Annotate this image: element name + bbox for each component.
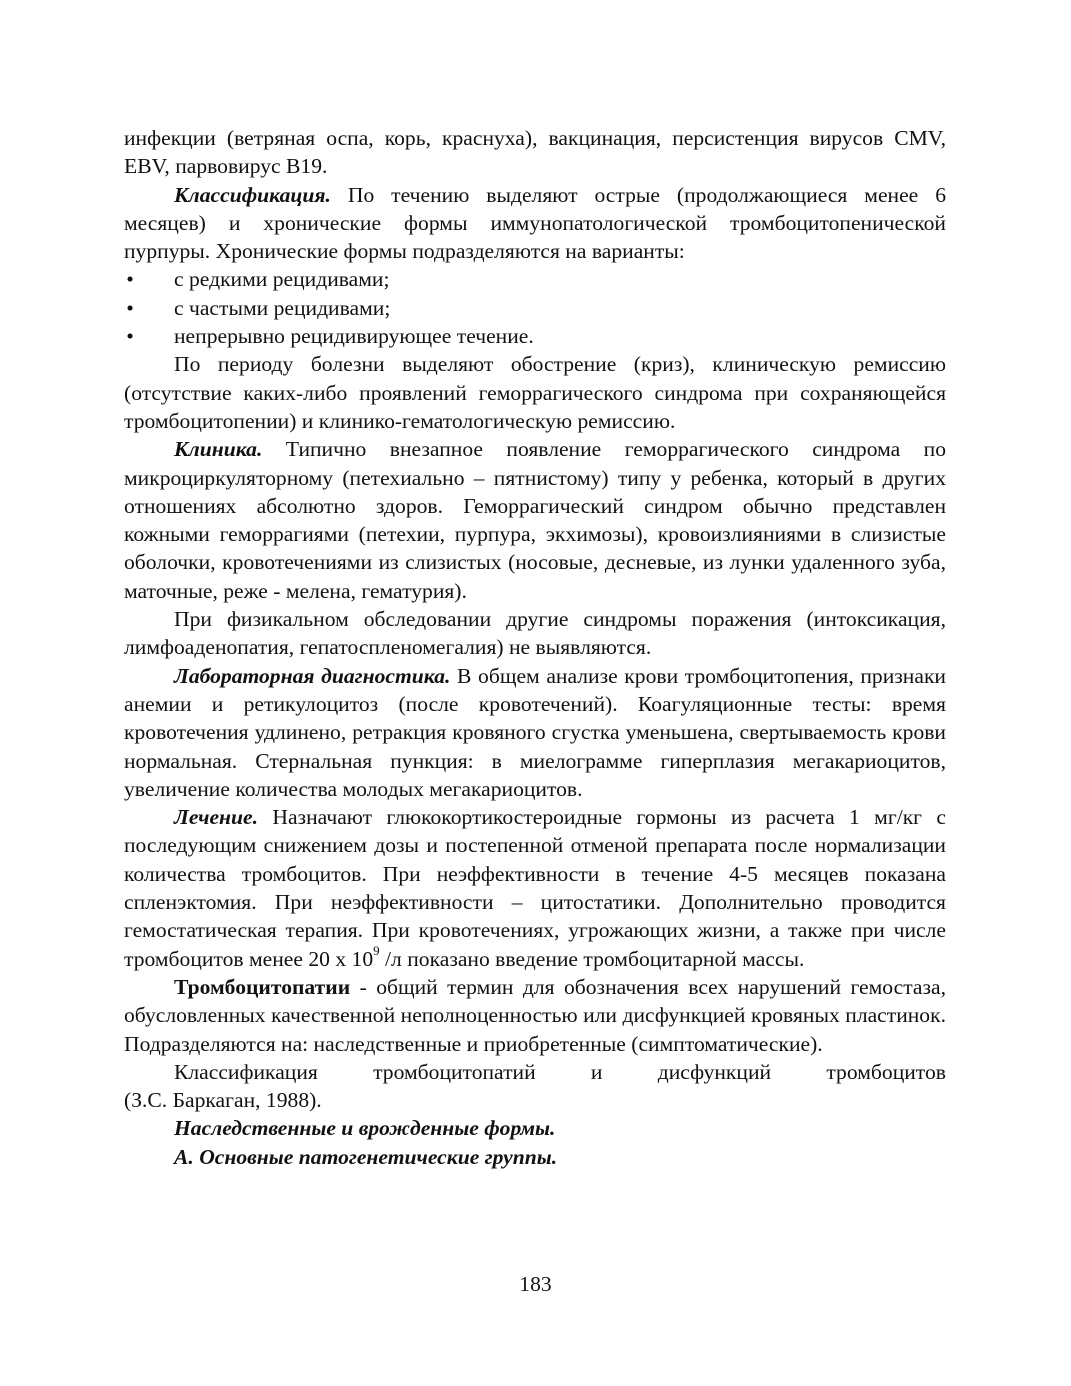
classification-word: Классификация [174,1059,318,1084]
list-item-text: непрерывно рецидивирующее течение. [174,324,534,349]
paragraph-physical-exam: При физикальном обследовании другие синдромы поражения (интоксикация, лимфоаденопатия, гепатоспленомегалия) не выявляются. [124,607,946,660]
classification-word: и [590,1059,603,1084]
treatment-text: Назначают глюкокортикостероидные гормоны из расчета 1 мг/кг с последующим снижением дозы и постепенной отменой препарата после нормализации количества тромбоцитов. При неэффективности в течение 4-5 месяцев показана спленэктомия. При неэффективности – цитостатики. Дополнительно проводится гемостатическая терапия. При кровотечениях, угрожающих жизни, а также при числе тромбоцитов менее 20 х 10 [124,805,946,971]
paragraph-treatment [124,803,946,973]
pathogenetic-groups-heading: А. Основные патогенетические группы. [174,1144,558,1169]
thrombocytopathies-text: - общий термин для обозначения всех нарушений гемостаза, обусловленных качественной неполноценностью или дисфункцией кровяных пластинок. Подразделяются на: наследственные и приобретенные (симптоматические). [124,974,946,1056]
lab-diagnostics-heading: Лабораторная диагностика. [174,663,451,688]
variants-list [124,265,946,350]
page-number: 183 [519,1272,552,1296]
paragraph-classification [124,181,946,266]
classification-word: дисфункций [657,1059,772,1084]
classification-word: тромбоцитов [826,1059,946,1084]
paragraph-lab-diagnostics [124,662,946,803]
paragraph-infections: инфекции (ветряная оспа, корь, краснуха), вакцинация, персистенция вирусов CMV, EBV, парвовирус В19. [124,126,946,179]
list-item [124,322,946,350]
paragraph-clinic [124,435,946,605]
paragraph-thrombocytopathies [124,973,946,1058]
lab-diagnostics-text: В общем анализе крови тромбоцитопения, признаки анемии и ретикулоцитоз (после кровотечений). Коагуляционные тесты: время кровотечения удлинено, ретракция кровяного сгустка уменьшена, свертываемость крови нормальная. Стернальная пункция: в миелограмме гиперплазия мегакариоцитов, увеличение количества молодых мегакариоцитов. [124,663,946,801]
classification-citation: (З.С. Баркаган, 1988). [124,1088,322,1113]
clinic-text: Типично внезапное появление геморрагического синдрома по микроциркуляторному (петехиально – пятнистому) типу у ребенка, который в других отношениях абсолютно здоров. Геморрагический синдром обычно представлен кожными геморрагиями (петехии, пурпура, экхимозы), кровоизлияниями в слизистые оболочки, кровотечениями из слизистых (носовые, десневые, из лунки удаленного зуба, маточные, реже - мелена, гематурия). [124,437,946,603]
list-item-text: с редкими рецидивами; [174,267,390,292]
thrombocytopathies-term: Тромбоцитопатии [174,974,351,999]
bullet-icon: • [126,295,134,320]
classification-title-line [124,1058,946,1086]
bullet-icon: • [126,324,134,349]
classification-text: По течению выделяют острые (продолжающиеся менее 6 месяцев) и хронические формы иммунопатологической тромбоцитопенической пурпуры. Хронические формы подразделяются на варианты: [124,182,946,264]
classification-word: тромбоцитопатий [373,1059,536,1084]
list-item [124,265,946,293]
bullet-icon: • [126,267,134,292]
treatment-superscript: 9 [373,943,380,959]
list-item-text: с частыми рецидивами; [174,295,391,320]
treatment-heading: Лечение. [174,805,259,830]
paragraph-disease-period: По периоду болезни выделяют обострение (криз), клиническую ремиссию (отсутствие каких-либо проявлений геморрагического синдрома при сохраняющейся тромбоцитопении) и клинико-гематологическую ремиссию. [124,352,946,433]
document-page [124,124,946,1171]
hereditary-forms-heading: Наследственные и врожденные формы. [174,1116,556,1141]
treatment-text-end: /л показано введение тромбоцитарной массы. [379,946,805,971]
list-item [124,294,946,322]
classification-heading: Классификация. [174,182,331,207]
clinic-heading: Клиника. [174,437,263,462]
